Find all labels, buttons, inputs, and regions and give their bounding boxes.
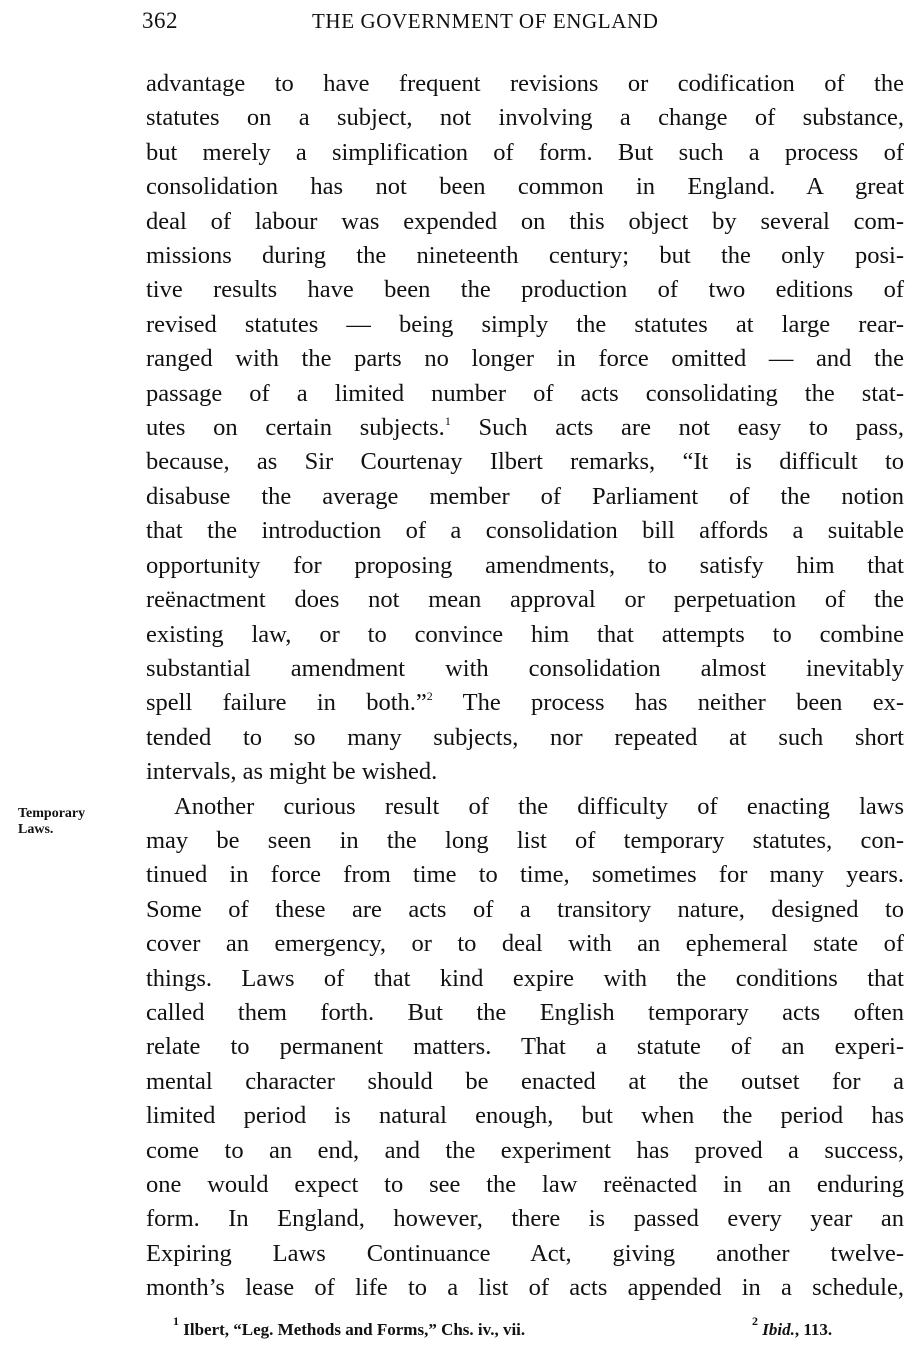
- footnote-marker: 2: [752, 1314, 758, 1328]
- text-line: because, as Sir Courtenay Ilbert remarks, “It is difficult to: [146, 448, 904, 476]
- text-line: may be seen in the long list of temporary statutes, con-: [146, 826, 904, 854]
- footnote-marker: 1: [173, 1314, 179, 1328]
- text-line: advantage to have frequent revisions or codification of the: [146, 70, 904, 97]
- text-line: one would expect to see the law reënacted in an enduring: [146, 1171, 904, 1198]
- footnote-ref-1: 1: [444, 414, 451, 429]
- text-line: Another curious result of the difficulty of enacting laws: [174, 792, 904, 820]
- text-line: reënactment does not mean approval or perpetuation of the: [146, 586, 904, 614]
- margin-note-line: Laws.: [18, 822, 54, 837]
- text-line: month’s lease of life to a list of acts appended in a schedule,: [146, 1274, 904, 1302]
- margin-note-temporary-laws: [18, 806, 133, 838]
- text-line: opportunity for proposing amendments, to satisfy him that: [146, 551, 904, 579]
- text-line: [146, 686, 904, 720]
- text-line: limited period is natural enough, but when the period has: [146, 1102, 904, 1130]
- text-line: called them forth. But the English temporary acts often: [146, 998, 904, 1026]
- text-line: things. Laws of that kind expire with the conditions that: [146, 964, 904, 992]
- page-number: 362: [142, 8, 178, 33]
- text-line: intervals, as might be wished.: [146, 758, 438, 786]
- footnote-text: Ilbert, “Leg. Methods and Forms,” Chs. iv., vii.: [179, 1320, 526, 1339]
- text-fragment: utes on certain subjects.: [146, 414, 445, 442]
- text-line: form. In England, however, there is passed every year an: [146, 1205, 904, 1233]
- footnote-ref-2: 2: [426, 689, 433, 704]
- text-line: that the introduction of a consolidation bill affords a suitable: [146, 517, 904, 545]
- text-line: existing law, or to convince him that attempts to combine: [146, 620, 904, 648]
- text-fragment: The process has neither been ex-: [432, 689, 904, 717]
- paragraph-temporary-laws: [146, 790, 904, 1306]
- text-line: revised statutes — being simply the statutes at large rear-: [146, 310, 904, 338]
- text-line: substantial amendment with consolidation almost inevitably: [146, 654, 904, 682]
- text-line: consolidation has not been common in England. A great: [146, 173, 904, 201]
- text-line: tinued in force from time to time, sometimes for many years.: [146, 861, 904, 889]
- paragraph-consolidation: [146, 67, 904, 790]
- text-line: tended to so many subjects, nor repeated at such short: [146, 723, 904, 751]
- text-line: mental character should be enacted at the outset for a: [146, 1067, 904, 1095]
- text-line: cover an emergency, or to deal with an ephemeral state of: [146, 930, 904, 958]
- text-fragment: Such acts are not easy to pass,: [450, 414, 905, 442]
- text-line: but merely a simplification of form. But such a process of: [146, 138, 904, 166]
- running-title: THE GOVERNMENT OF ENGLAND: [312, 9, 659, 33]
- body-text: [146, 67, 904, 1306]
- text-line: disabuse the average member of Parliament of the notion: [146, 482, 904, 510]
- margin-note-line: Temporary: [18, 806, 86, 821]
- text-line: deal of labour was expended on this object by several com-: [146, 207, 904, 235]
- footnote-1: [173, 1314, 526, 1340]
- footnote-2: [752, 1314, 833, 1340]
- text-line: Expiring Laws Continuance Act, giving another twelve-: [146, 1239, 904, 1267]
- footnote-ibid: Ibid.: [758, 1320, 795, 1339]
- text-line: passage of a limited number of acts consolidating the stat-: [146, 379, 904, 407]
- page-header: [0, 6, 921, 38]
- text-line: missions during the nineteenth century; but the only posi-: [146, 242, 904, 270]
- text-line: ranged with the parts no longer in force omitted — and the: [146, 345, 904, 373]
- text-fragment: spell failure in both.”: [146, 689, 427, 717]
- text-line: come to an end, and the experiment has proved a success,: [146, 1136, 904, 1164]
- text-line: statutes on a subject, not involving a change of substance,: [146, 104, 904, 132]
- footnotes: [0, 1316, 921, 1346]
- text-line: relate to permanent matters. That a statute of an experi-: [146, 1033, 904, 1061]
- text-line: [146, 411, 904, 445]
- text-line: Some of these are acts of a transitory nature, designed to: [146, 895, 904, 923]
- text-line: tive results have been the production of two editions of: [146, 276, 904, 304]
- footnote-text: , 113.: [794, 1320, 833, 1339]
